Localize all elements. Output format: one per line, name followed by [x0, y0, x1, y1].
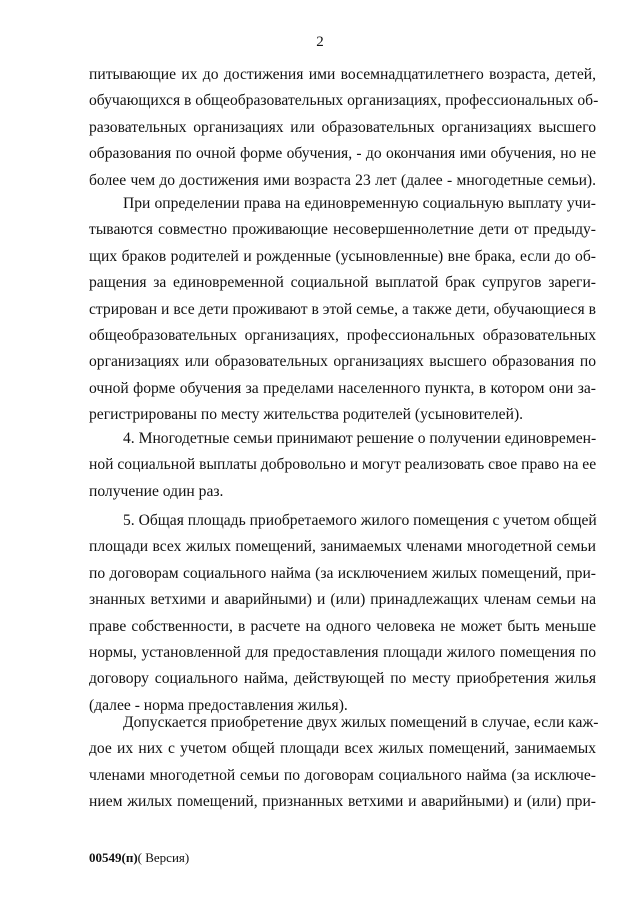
text-line: площади всех жилых помещений, занимаемых членами многодетной семьи: [89, 538, 596, 556]
text-line: 4. Многодетные семьи принимают решение о получении единовремен-: [123, 430, 597, 447]
footer-version-label: ( Версия): [137, 850, 190, 865]
text-line: ной социальной выплаты добровольно и могут реализовать свое право на ее: [89, 456, 597, 474]
text-line: договору социального найма, действующей по месту приобретения жилья: [89, 670, 596, 688]
text-line: При определении права на единовременную социальную выплату учи-: [123, 195, 596, 212]
paragraph-eligibility: [89, 191, 596, 429]
footer-document-code: [89, 850, 189, 866]
text-line: знанных ветхими и аварийными) и (или) принадлежащих членам семьи на: [89, 591, 596, 609]
text-line: нормы, установленной для предоставления площади жилого помещения по: [89, 643, 596, 661]
page-number: 2: [316, 34, 324, 50]
text-line: образования по очной форме обучения, - до окончания ими обучения, но не: [89, 145, 596, 163]
text-line: членами многодетной семьи по договорам социального найма (за исключе-: [89, 766, 596, 784]
text-line: получение один раз.: [89, 482, 224, 500]
text-line: организациях или образовательных организациях высшего образования по: [89, 353, 596, 371]
paragraph-item-4: [89, 426, 596, 505]
text-line: нием жилых помещений, признанных ветхими и аварийными) и (или) при-: [89, 793, 596, 811]
text-line: более чем до достижения ими возраста 23 лет (далее - многодетные семьи).: [89, 171, 596, 189]
paragraph-item-5: [89, 508, 596, 719]
text-line: Допускается приобретение двух жилых помещений в случае, если каж-: [123, 714, 599, 731]
text-line: (далее - норма предоставления жилья).: [89, 696, 348, 714]
text-line: обучающихся в общеобразовательных организациях, профессиональных об-: [89, 92, 599, 110]
text-line: праве собственности, в расчете на одного человека не может быть меньше: [89, 617, 596, 635]
text-line: ращения за единовременной социальной выплатой брак супругов зареги-: [89, 274, 596, 292]
text-line: разовательных организациях или образовательных организациях высшего: [89, 118, 596, 136]
text-line: щих браков родителей и рожденные (усыновленные) вне брака, если до об-: [89, 247, 596, 265]
paragraph-continuation: [89, 62, 599, 194]
text-line: очной форме обучения за пределами населенного пункта, в котором они за-: [89, 379, 596, 397]
text-line: 5. Общая площадь приобретаемого жилого помещения с учетом общей: [123, 512, 597, 529]
text-line: тываются совместно проживающие несовершеннолетние дети от предыду-: [89, 221, 596, 239]
footer-code-number: 00549(п): [89, 850, 138, 865]
paragraph-two-dwellings: [89, 710, 599, 816]
text-line: общеобразовательных организациях, профессиональных образовательных: [89, 326, 596, 344]
text-line: регистрированы по месту жительства родителей (усыновителей).: [89, 406, 524, 424]
text-line: по договорам социального найма (за исключением жилых помещений, при-: [89, 564, 596, 582]
text-line: дое их них с учетом общей площади всех жилых помещений, занимаемых: [89, 740, 596, 758]
text-line: питывающие их до достижения ими восемнадцатилетнего возраста, детей,: [89, 66, 596, 83]
text-line: стрирован и все дети проживают в этой семье, а также дети, обучающиеся в: [89, 300, 596, 318]
